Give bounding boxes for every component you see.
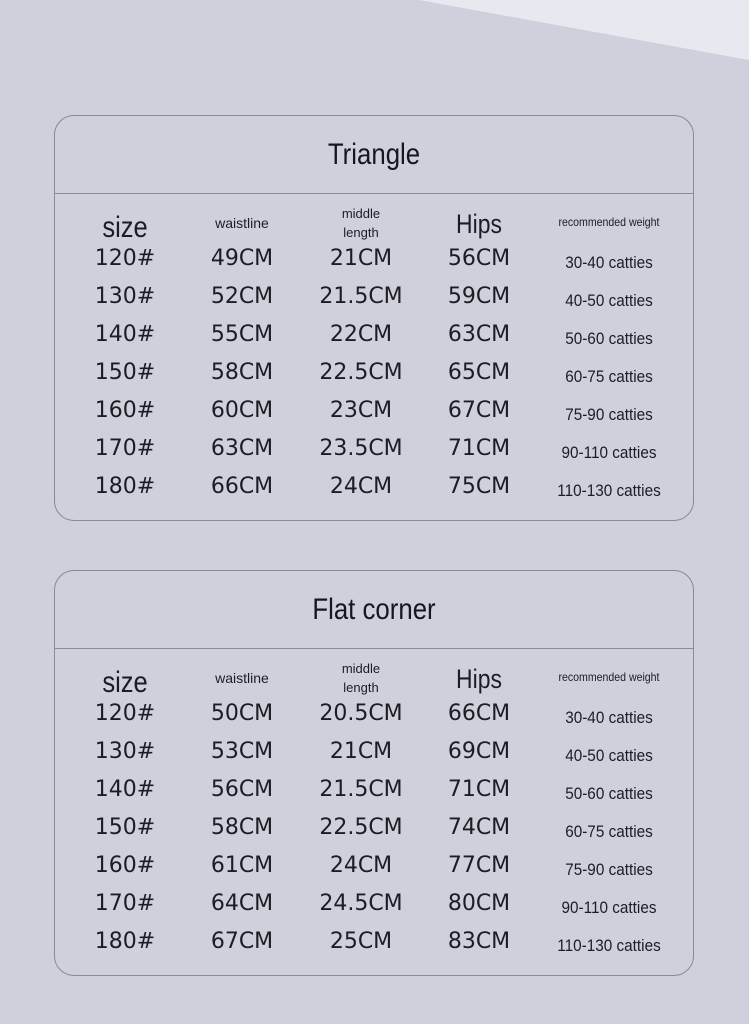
cell-size: 170# [94, 436, 156, 461]
cell-weight: 110-130 catties [557, 936, 661, 955]
table-row [55, 278, 693, 316]
cell-middle-length: 21CM [329, 246, 393, 271]
title-divider [55, 193, 693, 194]
cell-size: 180# [94, 929, 156, 954]
table-row [55, 695, 693, 733]
cell-middle-length: 22.5CM [319, 815, 403, 840]
cell-hips: 67CM [447, 398, 511, 423]
cell-weight: 50-60 catties [565, 784, 653, 803]
cell-hips: 66CM [447, 701, 511, 726]
table-title: Flat corner [312, 593, 436, 626]
cell-size: 180# [94, 474, 156, 499]
cell-weight: 50-60 catties [565, 329, 653, 348]
header-hips: Hips [456, 664, 502, 694]
cell-weight: 30-40 catties [565, 253, 653, 272]
cell-middle-length: 20.5CM [319, 701, 403, 726]
cell-weight: 90-110 catties [561, 443, 657, 462]
cell-waistline: 61CM [210, 853, 274, 878]
header-middle-length-line1: middle [341, 661, 381, 676]
header-size: size [102, 211, 148, 244]
decorative-corner [419, 0, 749, 60]
cell-weight: 60-75 catties [565, 822, 653, 841]
cell-middle-length: 25CM [329, 929, 393, 954]
cell-hips: 63CM [447, 322, 511, 347]
table-row [55, 354, 693, 392]
cell-size: 160# [94, 398, 156, 423]
cell-size: 130# [94, 739, 156, 764]
cell-hips: 77CM [447, 853, 511, 878]
cell-size: 140# [94, 777, 156, 802]
header-middle-length-line1: middle [341, 206, 381, 221]
cell-weight: 75-90 catties [565, 860, 653, 879]
table-row [55, 430, 693, 468]
cell-size: 130# [94, 284, 156, 309]
table-row [55, 240, 693, 278]
cell-weight: 40-50 catties [565, 291, 653, 310]
cell-waistline: 55CM [210, 322, 274, 347]
cell-hips: 80CM [447, 891, 511, 916]
cell-middle-length: 24CM [329, 853, 393, 878]
cell-hips: 71CM [447, 777, 511, 802]
table-row [55, 733, 693, 771]
table-row [55, 392, 693, 430]
cell-size: 140# [94, 322, 156, 347]
cell-waistline: 63CM [210, 436, 274, 461]
table-title: Triangle [327, 138, 421, 171]
table-row [55, 468, 693, 506]
cell-middle-length: 24.5CM [319, 891, 403, 916]
cell-size: 150# [94, 360, 156, 385]
table-body [55, 695, 693, 961]
table-row [55, 885, 693, 923]
header-hips: Hips [456, 209, 502, 239]
cell-waistline: 67CM [210, 929, 274, 954]
cell-size: 150# [94, 815, 156, 840]
size-table-flat-corner [54, 570, 694, 976]
header-middle-length-line2: length [343, 680, 379, 695]
cell-waistline: 56CM [210, 777, 274, 802]
cell-weight: 30-40 catties [565, 708, 653, 727]
header-recommended-weight: recommended weight [558, 670, 660, 684]
table-row [55, 809, 693, 847]
cell-waistline: 58CM [210, 815, 274, 840]
table-body [55, 240, 693, 506]
cell-waistline: 52CM [210, 284, 274, 309]
cell-waistline: 66CM [210, 474, 274, 499]
cell-middle-length: 22.5CM [319, 360, 403, 385]
header-size: size [102, 666, 148, 699]
cell-hips: 75CM [447, 474, 511, 499]
cell-size: 160# [94, 853, 156, 878]
table-row [55, 316, 693, 354]
cell-hips: 69CM [447, 739, 511, 764]
cell-hips: 74CM [447, 815, 511, 840]
cell-middle-length: 24CM [329, 474, 393, 499]
cell-middle-length: 22CM [329, 322, 393, 347]
cell-weight: 90-110 catties [561, 898, 657, 917]
cell-waistline: 49CM [210, 246, 274, 271]
cell-waistline: 60CM [210, 398, 274, 423]
cell-size: 120# [94, 246, 156, 271]
cell-middle-length: 23.5CM [319, 436, 403, 461]
cell-hips: 71CM [447, 436, 511, 461]
cell-middle-length: 21CM [329, 739, 393, 764]
cell-weight: 60-75 catties [565, 367, 653, 386]
table-row [55, 847, 693, 885]
cell-hips: 59CM [447, 284, 511, 309]
header-middle-length-line2: length [343, 225, 379, 240]
cell-size: 120# [94, 701, 156, 726]
cell-waistline: 50CM [210, 701, 274, 726]
cell-hips: 83CM [447, 929, 511, 954]
cell-waistline: 58CM [210, 360, 274, 385]
size-table-triangle [54, 115, 694, 521]
cell-hips: 56CM [447, 246, 511, 271]
cell-weight: 40-50 catties [565, 746, 653, 765]
table-row [55, 771, 693, 809]
header-waistline: waistline [215, 670, 269, 686]
title-divider [55, 648, 693, 649]
cell-middle-length: 21.5CM [319, 284, 403, 309]
cell-waistline: 53CM [210, 739, 274, 764]
cell-size: 170# [94, 891, 156, 916]
header-middle-length [307, 204, 415, 242]
cell-weight: 110-130 catties [557, 481, 661, 500]
table-row [55, 923, 693, 961]
header-waistline: waistline [215, 215, 269, 231]
cell-middle-length: 21.5CM [319, 777, 403, 802]
cell-waistline: 64CM [210, 891, 274, 916]
cell-hips: 65CM [447, 360, 511, 385]
cell-weight: 75-90 catties [565, 405, 653, 424]
cell-middle-length: 23CM [329, 398, 393, 423]
header-recommended-weight: recommended weight [558, 215, 660, 229]
header-middle-length [307, 659, 415, 697]
